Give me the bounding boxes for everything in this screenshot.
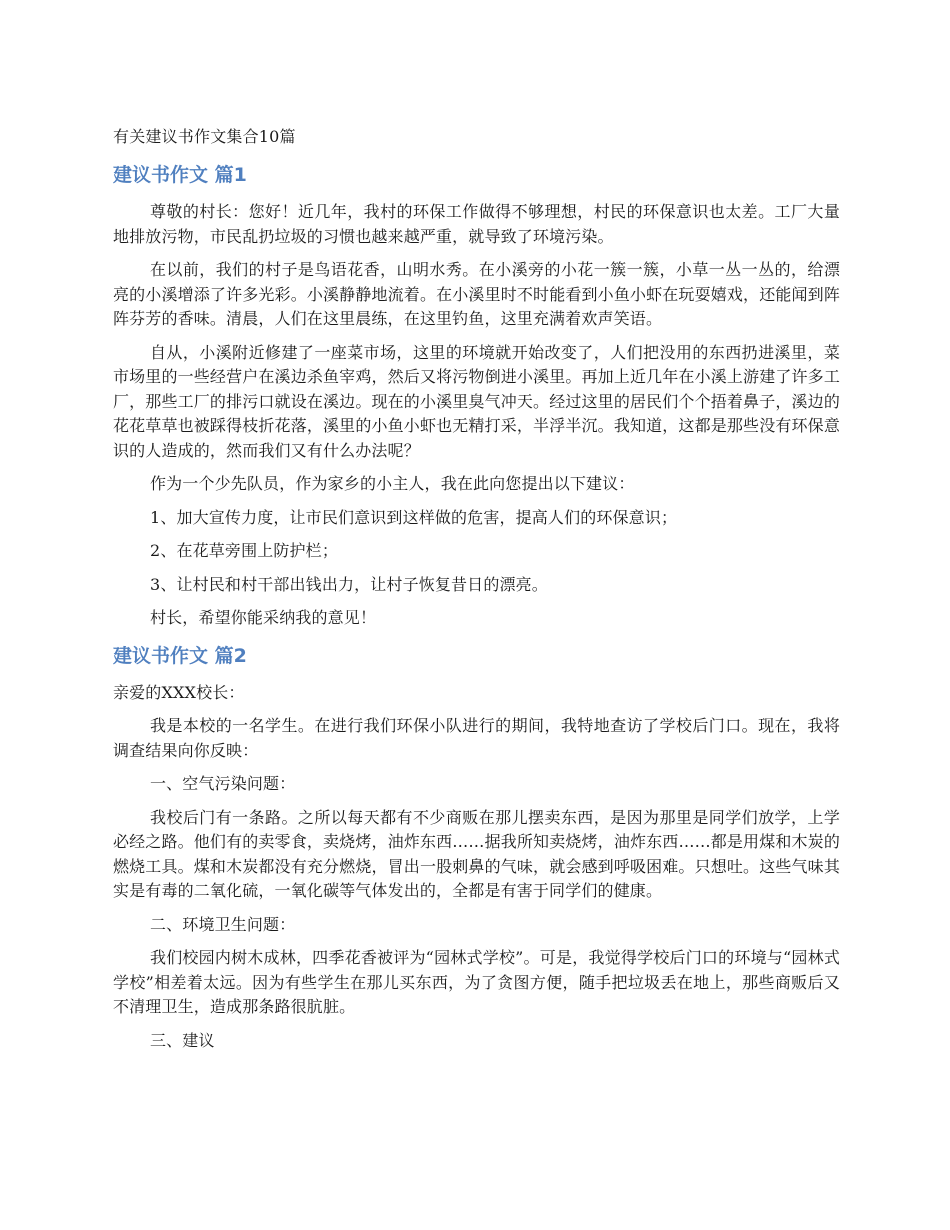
suggestion-item: 1、加大宣传力度，让市民们意识到这样做的危害，提高人们的环保意识； [150, 507, 678, 527]
subheading: 二、环境卫生问题： [150, 914, 296, 934]
section-heading: 建议书作文 篇2 [113, 644, 247, 667]
document-title: 有关建议书作文集合10篇 [113, 127, 296, 146]
paragraph: 在以前，我们的村子是鸟语花香，山明水秀。在小溪旁的小花一簇一簇，小草一丛一丛的，给漂亮的小溪增添了许多光彩。小溪静静地流着。在小溪里时不时能看到小鱼小虾在玩耍嬉戏，还能闻到阵阵芬芳的香味。清晨，人们在这里晨练，在这里钓鱼，这里充满着欢声笑语。 [113, 260, 840, 328]
paragraph: 我是本校的一名学生。在进行我们环保小队进行的期间，我特地查访了学校后门口。现在，我将调查结果向你反映： [113, 716, 840, 760]
subheading: 一、空气污染问题： [150, 774, 296, 793]
section-heading: 建议书作文 篇1 [113, 164, 247, 186]
suggestion-item: 2、在花草旁围上防护栏； [150, 541, 338, 560]
paragraph: 我们校园内树木成林，四季花香被评为“园林式学校”。可是，我觉得学校后门口的环境与“园林式学校”相差着太远。因为有些学生在那儿买东西，为了贪图方便，随手把垃圾丢在地上，那些商贩后又不清理卫生，造成那条路很肮脏。 [113, 948, 840, 1016]
paragraph: 自从，小溪附近修建了一座菜市场，这里的环境就开始改变了，人们把没用的东西扔进溪里，菜市场里的一些经营户在溪边杀鱼宰鸡，然后又将污物倒进小溪里。再加上近几年在小溪上游建了许多工厂，那些工厂的排污口就设在溪边。现在的小溪里臭气冲天。经过这里的居民们个个捂着鼻子，溪边的花花草草也被踩得枝折花落，溪里的小鱼小虾也无精打采，半浮半沉。我知道，这都是那些没有环保意识的人造成的，然而我们又有什么办法呢？ [113, 342, 840, 460]
suggestion-item: 3、让村民和村干部出钱出力，让村子恢复昔日的漂亮。 [150, 574, 548, 594]
subheading: 三、建议 [150, 1030, 215, 1050]
salutation: 亲爱的XXX校长： [113, 682, 245, 702]
document-page [113, 124, 840, 1062]
paragraph: 我校后门有一条路。之所以每天都有不少商贩在那儿摆卖东西，是因为那里是同学们放学，上学必经之路。他们有的卖零食，卖烧烤，油炸东西……据我所知卖烧烤，油炸东西……都是用煤和木炭的燃烧工具。煤和木炭都没有充分燃烧，冒出一股刺鼻的气味，就会感到呼吸困难。只想吐。这些气味其实是有毒的二氧化硫，一氧化碳等气体发出的，全都是有害于同学们的健康。 [113, 807, 840, 900]
paragraph: 作为一个少先队员，作为家乡的小主人，我在此向您提出以下建议： [150, 474, 635, 493]
essay-section-2 [113, 641, 840, 1054]
essay-section-1 [113, 160, 840, 631]
paragraph: 尊敬的村长：您好！近几年，我村的环保工作做得不够理想，村民的环保意识也太差。工厂大量地排放污物，市民乱扔垃圾的习惯也越来越严重，就导致了环境污染。 [113, 202, 840, 246]
closing-line: 村长，希望你能采纳我的意见！ [150, 608, 377, 627]
